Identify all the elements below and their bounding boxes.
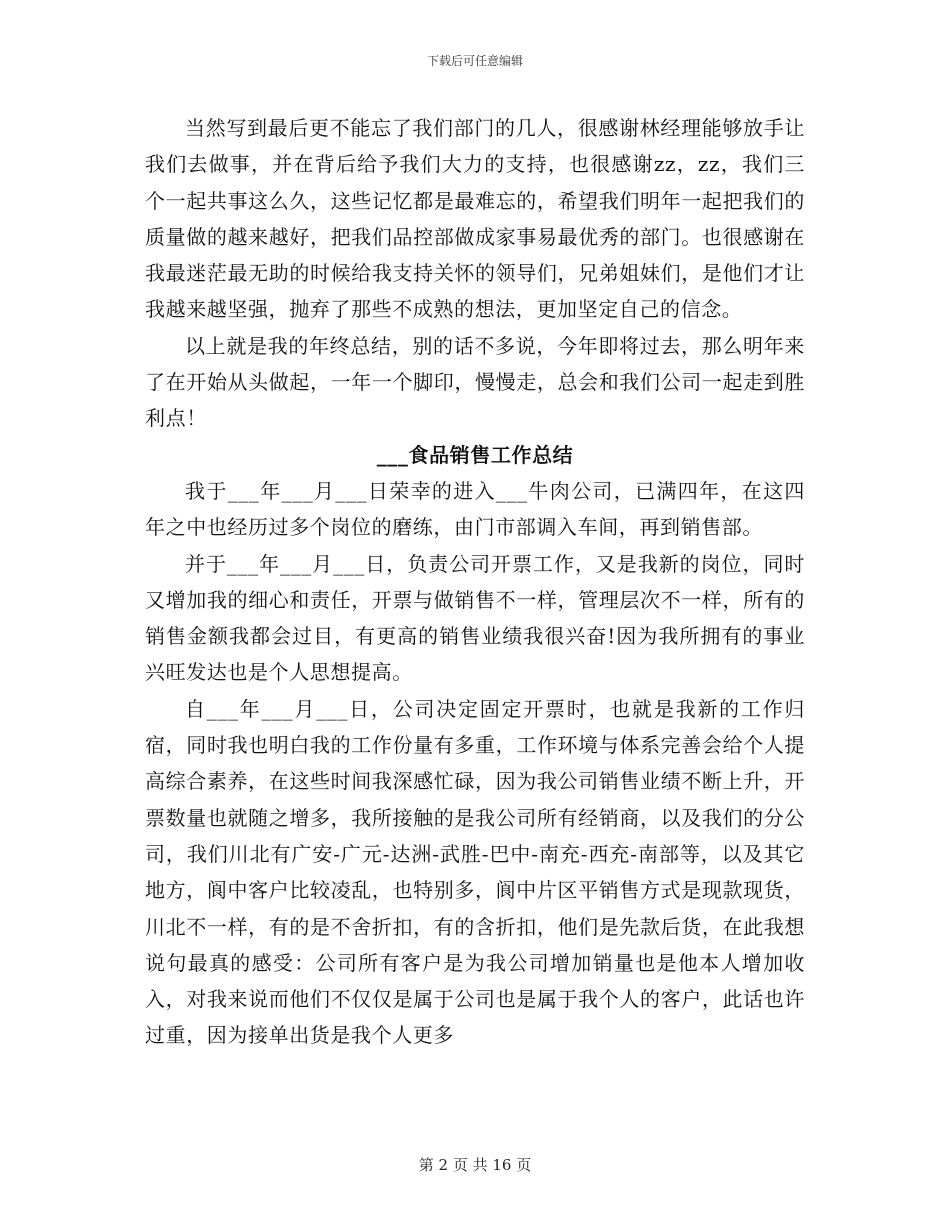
paragraph-thanks: 当然写到最后更不能忘了我们部门的几人，很感谢林经理能够放手让我们去做事，并在背后给予我们大力的支持，也很感谢zz，zz，我们三个一起共事这么久，这些记忆都是最难忘的，希望我们明年一起把我们的质量做的越来越好，把我们品控部做成家事易最优秀的部门。也很感谢在我最迷茫最无助的时候给我支持关怀的领导们，兄弟姐妹们，是他们才让我越来越坚强，抛弃了那些不成熟的想法，更加坚定自己的信念。 — [145, 116, 805, 322]
section-title: ___食品销售工作总结 — [376, 442, 574, 467]
paragraph-closing: 以上就是我的年终总结，别的话不多说，今年即将过去，那么明年来了在开始从头做起，一年一个脚印，慢慢走，总会和我们公司一起走到胜利点！ — [145, 333, 805, 431]
page-number: 第 2 页 共 16 页 — [418, 1156, 532, 1174]
document-body — [145, 110, 805, 1054]
paragraph-invoicing-role: 并于___年___月___日，负责公司开票工作，又是我新的岗位，同时又增加我的细心和责任，开票与做销售不一样，管理层次不一样，所有的销售金额我都会过目，有更高的销售业绩我很兴奋!因为我所拥有的事业兴旺发达也是个人思想提高。 — [145, 551, 805, 685]
page-header-note: 下载后可任意编辑 — [426, 54, 523, 68]
paragraph-work-details: 自___年___月___日，公司决定固定开票时，也就是我新的工作归宿，同时我也明白我的工作份量有多重，工作环境与体系完善会给个人提高综合素养，在这些时间我深感忙碌，因为我公司销售业绩不断上升，开票数量也就随之增多，我所接触的是我公司所有经销商，以及我们的分公司，我们川北有广安-广元-达洲-武胜-巴中-南充-西充-南部等，以及其它地方，阆中客户比较凌乱，也特别多，阆中片区平销售方式是现款现货，川北不一样，有的是不舍折扣，有的含折扣，他们是先款后货，在此我想说句最真的感受：公司所有客户是为我公司增加销量也是他本人增加收入，对我来说而他们不仅仅是属于公司也是属于我个人的客户，此话也许过重，因为接单出货是我个人更多 — [145, 696, 805, 1048]
paragraph-joining: 我于___年___月___日荣幸的进入___牛肉公司，已满四年，在这四年之中也经历过多个岗位的磨练，由门市部调入车间，再到销售部。 — [145, 478, 805, 540]
